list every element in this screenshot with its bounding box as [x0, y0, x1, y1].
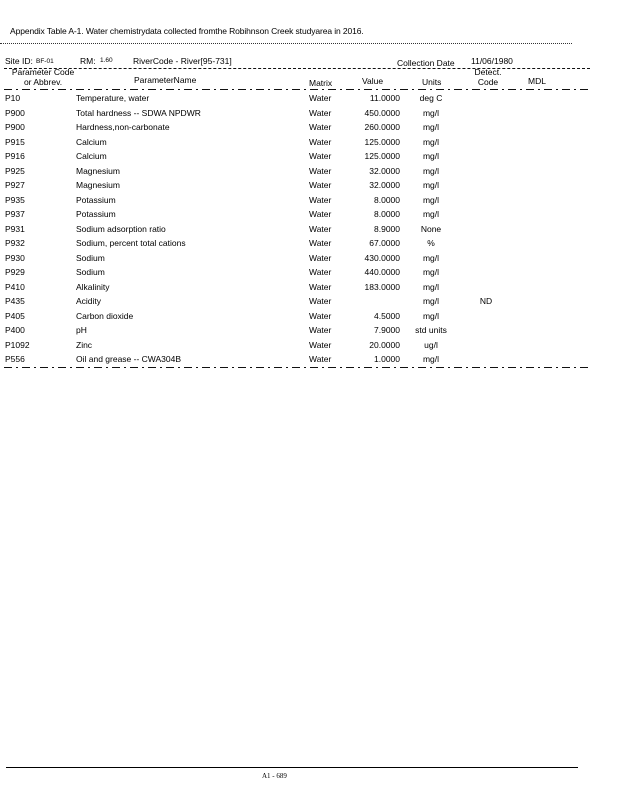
- parameter-code-cell: P400: [5, 325, 25, 335]
- table-end-divider: [4, 367, 590, 368]
- column-header-units: Units: [422, 77, 442, 87]
- units-cell: mg/l: [422, 107, 440, 118]
- table-row: [0, 122, 618, 137]
- page-number: A1 - 689: [262, 772, 287, 780]
- units-cell: mg/l: [422, 354, 440, 364]
- column-header-detect-line2: Code: [477, 77, 499, 87]
- value-cell: 32.0000: [369, 165, 400, 176]
- matrix-cell: Water: [309, 252, 332, 263]
- rm-label: RM:: [80, 56, 96, 66]
- column-header-detect-line1: Detect.: [474, 67, 502, 77]
- parameter-name-cell: Sodium, percent total cations: [76, 238, 186, 248]
- column-header-value: Value: [362, 76, 384, 86]
- units-cell: mg/l: [422, 252, 440, 263]
- parameter-name-cell: Total hardness -- SDWA NPDWR: [76, 107, 201, 118]
- value-cell: 11.0000: [369, 93, 400, 103]
- units-cell: mg/l: [422, 151, 440, 161]
- table-row: [0, 282, 618, 297]
- matrix-cell: Water: [309, 281, 332, 292]
- matrix-cell: Water: [309, 223, 332, 234]
- column-header-code-line1: Parameter Code: [11, 67, 75, 77]
- parameter-name-cell: Magnesium: [76, 165, 120, 176]
- collection-date-label: Collection Date: [397, 58, 455, 68]
- parameter-name-cell: pH: [76, 325, 87, 335]
- value-cell: 32.0000: [369, 180, 400, 190]
- matrix-cell: Water: [309, 122, 332, 132]
- parameter-name-cell: Carbon dioxide: [76, 310, 134, 321]
- units-cell: mg/l: [422, 194, 440, 205]
- column-header-code-line2: or Abbrev.: [23, 77, 63, 87]
- table-row: [0, 209, 618, 224]
- matrix-cell: Water: [309, 180, 332, 190]
- table-row: [0, 253, 618, 268]
- matrix-cell: Water: [309, 310, 332, 321]
- table-row: [0, 151, 618, 166]
- parameter-code-cell: P410: [5, 281, 25, 292]
- units-cell: mg/l: [422, 165, 440, 176]
- site-id-label: Site ID:: [5, 56, 33, 66]
- units-cell: mg/l: [422, 209, 440, 219]
- matrix-cell: Water: [309, 107, 332, 118]
- header-divider: [4, 89, 590, 90]
- parameter-name-cell: Oil and grease -- CWA304B: [76, 354, 182, 364]
- table-row: [0, 93, 618, 108]
- column-header-detect: [472, 68, 504, 87]
- parameter-code-cell: P916: [5, 151, 25, 161]
- table-row: [0, 166, 618, 181]
- parameter-name-cell: Magnesium: [76, 180, 120, 190]
- column-header-name: ParameterName: [134, 75, 197, 85]
- table-row: [0, 238, 618, 253]
- matrix-cell: Water: [309, 151, 332, 161]
- value-cell: 440.0000: [364, 267, 400, 277]
- parameter-name-cell: Sodium: [76, 252, 105, 263]
- parameter-code-cell: P937: [5, 209, 25, 219]
- matrix-cell: Water: [309, 165, 332, 176]
- parameter-name-cell: Hardness,non-carbonate: [76, 122, 170, 132]
- units-cell: mg/l: [422, 122, 440, 132]
- parameter-code-cell: P435: [5, 296, 25, 306]
- parameter-code-cell: P925: [5, 165, 25, 176]
- column-header-matrix: Matrix: [309, 78, 333, 88]
- parameter-name-cell: Alkalinity: [76, 281, 110, 292]
- value-cell: 4.5000: [374, 310, 400, 321]
- matrix-cell: Water: [309, 267, 332, 277]
- units-cell: mg/l: [422, 310, 440, 321]
- table-row: [0, 180, 618, 195]
- units-cell: deg C: [419, 93, 443, 103]
- table-caption: Appendix Table A-1. Water chemistrydata collected fromthe Robihnson Creek studyarea in 2016.: [10, 26, 364, 36]
- value-cell: 430.0000: [364, 252, 400, 263]
- parameter-name-cell: Temperature, water: [76, 93, 150, 103]
- river-code: RiverCode - River[95-731]: [133, 56, 232, 66]
- parameter-code-cell: P915: [5, 136, 25, 147]
- parameter-code-cell: P932: [5, 238, 25, 248]
- units-cell: ug/l: [424, 339, 438, 350]
- footer-rule: [6, 767, 578, 768]
- parameter-code-cell: P900: [5, 122, 25, 132]
- parameter-code-cell: P931: [5, 223, 25, 234]
- matrix-cell: Water: [309, 325, 332, 335]
- table-row: [0, 325, 618, 340]
- detect-code-cell: ND: [479, 296, 493, 306]
- value-cell: 20.0000: [369, 339, 400, 350]
- parameter-code-cell: P929: [5, 267, 25, 277]
- value-cell: 260.0000: [364, 122, 400, 132]
- table-row: [0, 195, 618, 210]
- data-table: [0, 93, 618, 369]
- units-cell: mg/l: [422, 267, 440, 277]
- table-row: [0, 224, 618, 239]
- value-cell: 8.9000: [374, 223, 400, 234]
- parameter-name-cell: Potassium: [76, 194, 116, 205]
- parameter-code-cell: P556: [5, 354, 25, 364]
- column-header-mdl: MDL: [528, 76, 546, 86]
- parameter-code-cell: P10: [5, 93, 21, 103]
- parameter-code-cell: P935: [5, 194, 25, 205]
- units-cell: std units: [415, 325, 447, 335]
- matrix-cell: Water: [309, 296, 332, 306]
- value-cell: 8.0000: [374, 194, 400, 205]
- units-cell: %: [427, 238, 435, 248]
- parameter-code-cell: P1092: [5, 339, 30, 350]
- units-cell: mg/l: [422, 296, 440, 306]
- value-cell: 7.9000: [374, 325, 400, 335]
- table-row: [0, 108, 618, 123]
- units-cell: mg/l: [422, 180, 440, 190]
- matrix-cell: Water: [309, 209, 332, 219]
- site-id-value: BF-01: [36, 58, 54, 65]
- matrix-cell: Water: [309, 354, 332, 364]
- parameter-code-cell: P405: [5, 310, 25, 321]
- parameter-name-cell: Sodium adsorption ratio: [76, 223, 166, 234]
- table-row: [0, 267, 618, 282]
- parameter-name-cell: Acidity: [76, 296, 102, 306]
- collection-date-value: 11/06/1980: [471, 56, 513, 66]
- units-cell: mg/l: [422, 281, 440, 292]
- matrix-cell: Water: [309, 194, 332, 205]
- table-row: [0, 296, 618, 311]
- matrix-cell: Water: [309, 136, 332, 147]
- parameter-name-cell: Calcium: [76, 151, 107, 161]
- table-row: [0, 340, 618, 355]
- column-header-code: [9, 68, 77, 87]
- parameter-name-cell: Zinc: [76, 339, 93, 350]
- matrix-cell: Water: [309, 339, 332, 350]
- table-row: [0, 137, 618, 152]
- parameter-name-cell: Sodium: [76, 267, 105, 277]
- matrix-cell: Water: [309, 238, 332, 248]
- parameter-code-cell: P900: [5, 107, 25, 118]
- value-cell: 1.0000: [374, 354, 400, 364]
- parameter-code-cell: P927: [5, 180, 25, 190]
- units-cell: mg/l: [422, 136, 440, 147]
- value-cell: 8.0000: [374, 209, 400, 219]
- value-cell: 67.0000: [369, 238, 400, 248]
- value-cell: 125.0000: [364, 136, 400, 147]
- caption-divider: [0, 43, 572, 44]
- units-cell: None: [420, 223, 442, 234]
- table-row: [0, 311, 618, 326]
- parameter-name-cell: Calcium: [76, 136, 107, 147]
- value-cell: 183.0000: [364, 281, 400, 292]
- parameter-code-cell: P930: [5, 252, 25, 263]
- value-cell: 125.0000: [364, 151, 400, 161]
- value-cell: 450.0000: [364, 107, 400, 118]
- rm-value: 1.60: [100, 57, 113, 64]
- matrix-cell: Water: [309, 93, 332, 103]
- parameter-name-cell: Potassium: [76, 209, 116, 219]
